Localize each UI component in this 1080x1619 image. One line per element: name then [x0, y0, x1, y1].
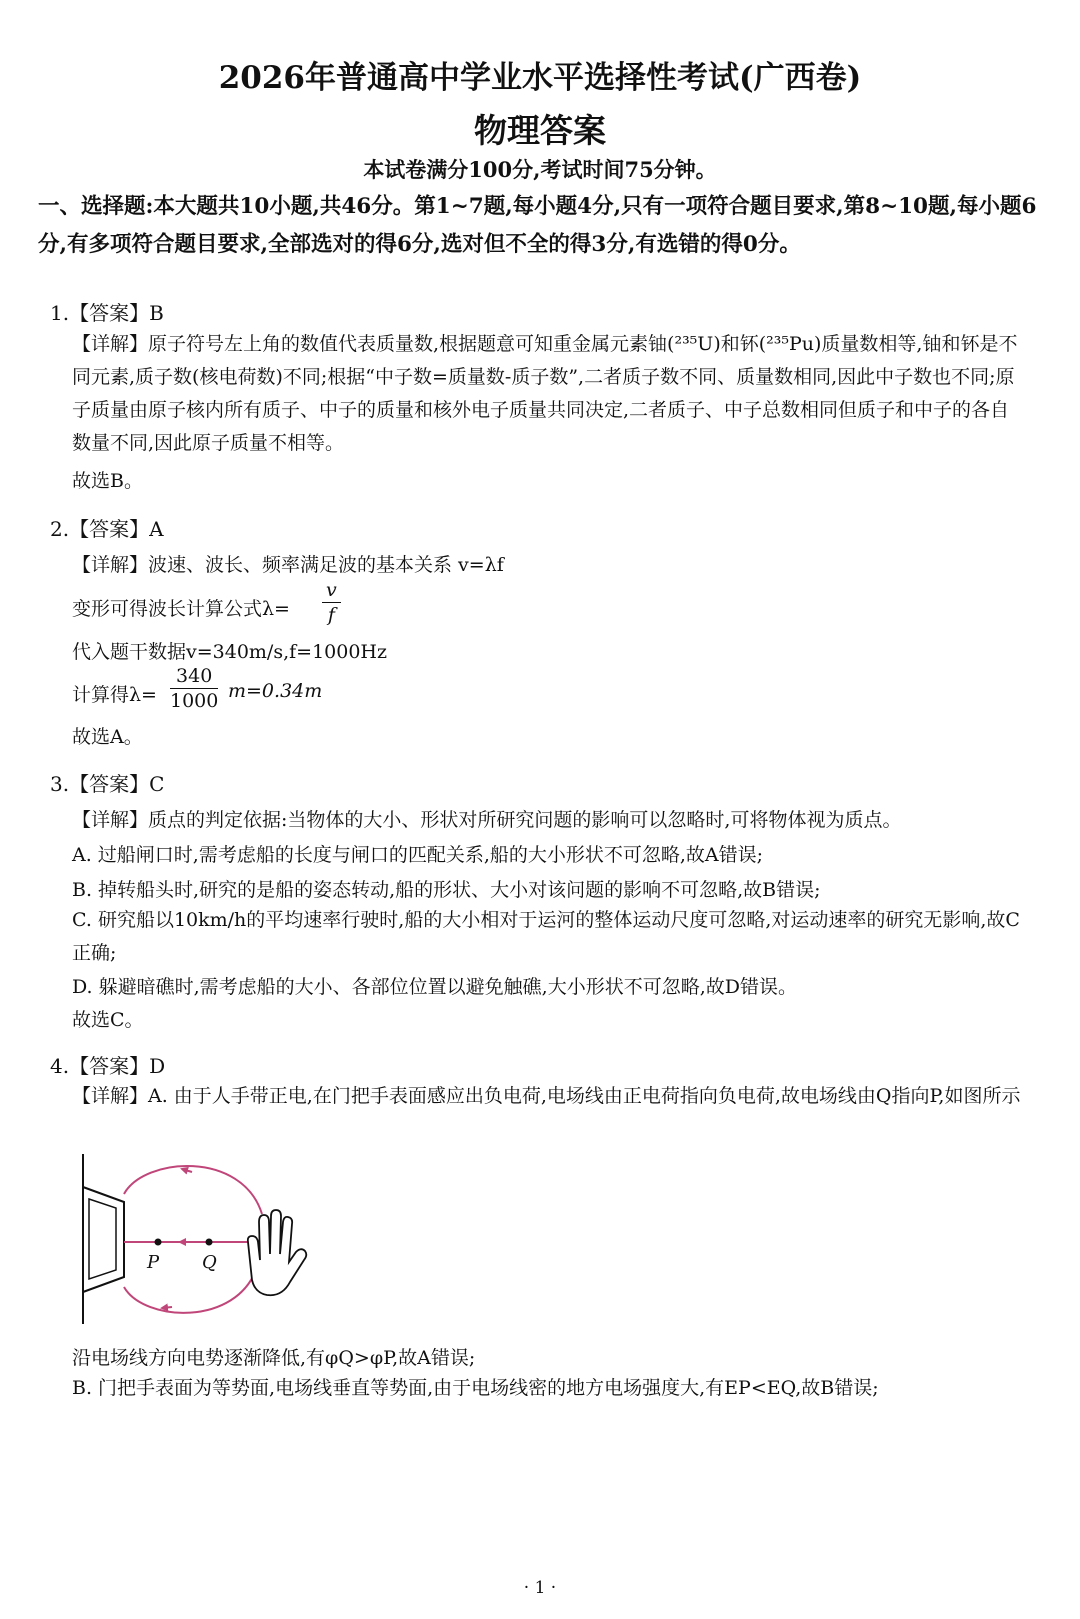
- field-line-top: [124, 1166, 262, 1214]
- fraction-denominator: f: [327, 604, 335, 626]
- point-q: [206, 1239, 213, 1246]
- hand-icon: [248, 1210, 306, 1295]
- q1-detail: 【详解】原子符号左上角的数值代表质量数,根据题意可知重金属元素铀(²³⁵U)和钚(²³⁵Pu)质量数相等,铀和钚是不同元素,质子数(核电荷数)不同;根据“中子数=质量数-质子数”,二者质子数不同、质量数相同,因此中子数也不同;原子质量由原子核内所有质子、中子的质量和核外电子质量共同决定,二者质子、中子总数相同但质子和中子的各自数量不同,因此原子质量不相等。: [72, 333, 1018, 454]
- fraction-numerator: 340: [170, 664, 218, 689]
- q2-conclusion: 故选A。: [72, 726, 143, 748]
- q3-option-b: B. 掉转船头时,研究的是船的姿态转动,船的形状、大小对该问题的影响不可忽略,故B错误;: [72, 879, 821, 901]
- q1-conclusion: 故选B。: [72, 470, 143, 492]
- q2-answer: 2.【答案】A: [50, 517, 164, 541]
- exam-title: 2026年普通高中学业水平选择性考试(广西卷): [218, 60, 862, 96]
- q4-option-b: B. 门把手表面为等势面,电场线垂直等势面,由于电场线密的地方电场强度大,有EP<EQ,故B错误;: [72, 1377, 879, 1399]
- exam-info: 本试卷满分100分,考试时间75分钟。: [363, 157, 717, 182]
- field-line-bottom: [124, 1267, 257, 1313]
- field-line-figure: [72, 1152, 312, 1327]
- q4-answer: 4.【答案】D: [50, 1054, 166, 1078]
- q2-formula-label: 变形可得波长计算公式λ=: [72, 598, 290, 620]
- q3-conclusion: 故选C。: [72, 1009, 144, 1031]
- fraction-denominator: 1000: [170, 690, 219, 712]
- q2-substitution: 代入题干数据v=340m/s,f=1000Hz: [72, 641, 388, 663]
- q4-potential: 沿电场线方向电势逐渐降低,有φQ>φP,故A错误;: [72, 1347, 476, 1369]
- q2-result: m=0.34m: [228, 680, 323, 702]
- point-p: [155, 1239, 162, 1246]
- q2-relation: 【详解】波速、波长、频率满足波的基本关系 v=λf: [72, 554, 504, 576]
- fraction-numerator: v: [322, 578, 341, 603]
- q3-detail: 【详解】质点的判定依据:当物体的大小、形状对所研究问题的影响可以忽略时,可将物体视为质点。: [72, 809, 902, 831]
- q3-answer: 3.【答案】C: [50, 772, 165, 796]
- q4-detail: 【详解】A. 由于人手带正电,在门把手表面感应出负电荷,电场线由正电荷指向负电荷,故电场线由Q指向P,如图所示: [72, 1085, 1021, 1107]
- label-q: Q: [202, 1252, 217, 1273]
- page-number: · 1 ·: [523, 1578, 557, 1598]
- q1-answer: 1.【答案】B: [50, 301, 164, 325]
- q3-option-d: D. 躲避暗礁时,需考虑船的大小、各部位位置以避免触礁,大小形状不可忽略,故D错误。: [72, 976, 797, 998]
- exam-subtitle: 物理答案: [474, 111, 606, 150]
- section-intro: 一、选择题:本大题共10小题,共46分。第1~7题,每小题4分,只有一项符合题目要求,第8~10题,每小题6分,有多项符合题目要求,全部选对的得6分,选对但不全的得3分,有选错的得0分。: [38, 194, 1037, 257]
- q3-option-a: A. 过船闸口时,需考虑船的长度与闸口的匹配关系,船的大小形状不可忽略,故A错误;: [72, 844, 764, 866]
- q2-calc-label: 计算得λ=: [72, 684, 157, 706]
- q2-fraction-calc: [170, 664, 218, 713]
- label-p: P: [147, 1252, 160, 1273]
- q2-fraction-formula: [322, 578, 341, 627]
- q3-option-c: C. 研究船以10km/h的平均速率行驶时,船的大小相对于运河的整体运动尺度可忽略,对运动速率的研究无影响,故C正确;: [72, 909, 1020, 964]
